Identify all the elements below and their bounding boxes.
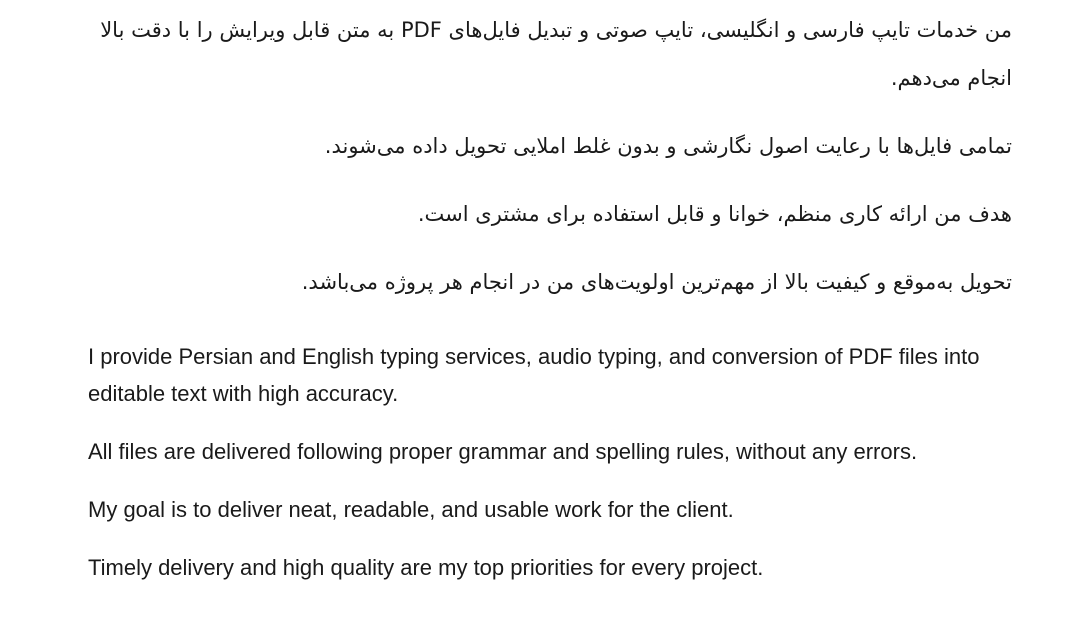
persian-paragraph-1: من خدمات تایپ فارسی و انگلیسی، تایپ صوتی و تبدیل فایل‌های PDF به متن قابل ویرایش را با دقت بالا انجام می‌دهم. bbox=[100, 18, 1012, 90]
persian-paragraph-4: تحویل به‌موقع و کیفیت بالا از مهم‌ترین اولویت‌های من در انجام هر پروژه می‌باشد. bbox=[301, 270, 1012, 294]
english-paragraph-4: Timely delivery and high quality are my top priorities for every project. bbox=[88, 555, 764, 580]
english-paragraph-3: My goal is to deliver neat, readable, and usable work for the client. bbox=[88, 497, 734, 522]
english-section bbox=[88, 338, 1012, 586]
persian-section bbox=[88, 6, 1012, 306]
english-paragraph-1: I provide Persian and English typing services, audio typing, and conversion of PDF files into editable text with high accuracy. bbox=[88, 344, 980, 406]
english-paragraph-2: All files are delivered following proper grammar and spelling rules, without any errors. bbox=[88, 439, 918, 464]
document-body bbox=[88, 0, 1012, 586]
persian-paragraph-3: هدف من ارائه کاری منظم، خوانا و قابل استفاده برای مشتری است. bbox=[417, 202, 1012, 226]
persian-paragraph-2: تمامی فایل‌ها با رعایت اصول نگارشی و بدون غلط املایی تحویل داده می‌شوند. bbox=[324, 134, 1012, 158]
